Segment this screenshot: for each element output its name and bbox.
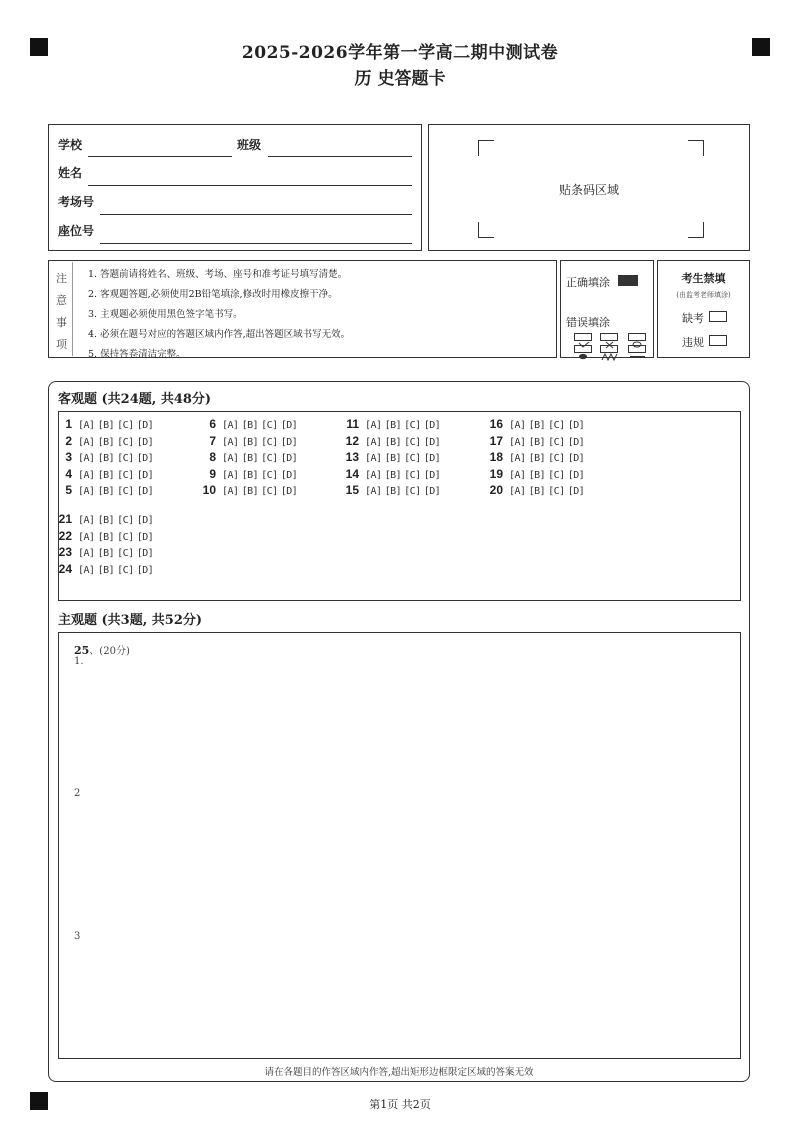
objective-question-row [50,529,156,543]
objective-question-row [50,417,156,431]
school-label: 学校 [58,138,83,152]
note-item-5: 5. 保持答卷清洁完整。 [88,349,186,360]
examiner-only-title: 考生禁填 [681,272,726,285]
question-number: 23 [58,545,72,559]
answer-option-bubble[interactable]: [A] [222,469,239,481]
note-item-4: 4. 必须在题号对应的答题区域内作答,超出答题区域书写无效。 [88,329,351,340]
answer-option-bubble[interactable]: [C] [117,564,134,576]
objective-question-row [481,467,587,481]
question-25-score: 、(20分) [89,646,130,657]
objective-question-row [50,434,156,448]
answer-option-bubble[interactable]: [C] [548,420,565,431]
answer-option-bubble[interactable]: [B] [528,469,546,481]
answer-option-bubble[interactable]: [C] [548,453,565,464]
answer-option-bubble[interactable]: [D] [423,486,441,497]
question-number: 8 [209,450,216,464]
answer-option-bubble[interactable]: [D] [136,564,154,576]
answer-option-bubble[interactable]: [A] [222,486,239,497]
answer-option-bubble[interactable]: [B] [241,436,259,448]
answer-option-bubble[interactable]: [A] [509,469,526,481]
answer-option-bubble[interactable]: [A] [509,420,526,431]
answer-option-bubble[interactable]: [C] [261,436,278,448]
answer-option-bubble[interactable]: [A] [509,436,526,448]
answer-option-bubble[interactable]: [B] [97,436,115,448]
answer-option-bubble[interactable]: [C] [117,531,134,543]
wrong-fill-label: 错误填涂 [566,316,610,329]
answer-option-bubble[interactable]: [C] [404,436,421,448]
answer-option-bubble[interactable]: [A] [509,453,526,464]
answer-option-bubble[interactable]: [B] [97,548,115,559]
objective-question-row [194,434,300,448]
question-number: 18 [489,450,503,464]
objective-question-row [481,434,587,448]
question-number: 13 [345,450,359,464]
correct-fill-label: 正确填涂 [566,276,610,289]
subjective-section-title: 主观题 (共3题, 共52分) [58,613,203,628]
answer-option-bubble[interactable]: [A] [78,453,95,464]
answer-option-bubble[interactable]: [A] [78,531,95,543]
barcode-corner-br [688,222,704,238]
answer-option-bubble[interactable]: [C] [117,436,134,448]
notes-vertical-1: 注 [56,272,67,285]
objective-question-row [337,450,443,464]
answer-option-bubble[interactable]: [A] [222,453,239,464]
answer-option-bubble[interactable]: [A] [78,486,95,497]
objective-question-row [194,483,300,497]
objective-question-row [50,512,156,526]
answer-option-bubble[interactable]: [B] [241,420,259,431]
answer-option-bubble[interactable]: [D] [136,548,154,559]
sub-question-3: 3 [74,931,81,942]
barcode-corner-tl [478,140,494,156]
question-number: 3 [65,450,72,464]
objective-question-row [50,467,156,481]
exam-room-label: 考场号 [58,195,95,209]
answer-option-bubble[interactable]: [D] [423,453,441,464]
objective-question-row [337,417,443,431]
objective-question-row [337,434,443,448]
objective-question-row [481,417,587,431]
question-number: 1 [65,417,72,431]
answer-option-bubble[interactable]: [B] [97,486,115,497]
answer-option-bubble[interactable]: [C] [261,469,278,481]
question-number: 4 [65,466,72,481]
answer-option-bubble[interactable]: [A] [78,564,95,576]
answer-option-bubble[interactable]: [A] [78,548,95,559]
subjective-answer-box[interactable] [58,632,741,1059]
barcode-label: 贴条码区域 [558,183,619,197]
absent-label: 缺考 [682,312,704,325]
wrong-fill-dot-icon [574,345,592,353]
correct-fill-sample [618,275,638,286]
question-number: 24 [58,561,72,576]
answer-option-bubble[interactable]: [D] [136,420,154,431]
notes-divider [72,262,73,356]
question-25-number: 25 [74,644,90,657]
class-field[interactable] [268,156,412,157]
answer-option-bubble[interactable]: [D] [567,469,585,481]
answer-option-bubble[interactable]: [D] [567,486,585,497]
question-number: 7 [209,433,216,448]
answer-option-bubble[interactable]: [B] [97,420,115,431]
answer-option-bubble[interactable]: [D] [280,486,298,497]
answer-option-bubble[interactable]: [D] [136,515,154,526]
sub-question-2: 2 [74,788,81,799]
objective-question-row [337,467,443,481]
answer-option-bubble[interactable]: [C] [261,420,278,431]
answer-option-bubble[interactable]: [D] [423,436,441,448]
answer-option-bubble[interactable]: [A] [365,436,382,448]
answer-option-bubble[interactable]: [C] [548,469,565,481]
question-number: 22 [58,528,72,543]
answer-option-bubble[interactable]: [B] [528,420,546,431]
answer-option-bubble[interactable]: [C] [548,436,565,448]
answer-option-bubble[interactable]: [A] [222,436,239,448]
question-number: 12 [345,433,359,448]
question-number: 5 [65,483,72,497]
note-item-2: 2. 客观题答题,必须使用2B铅笔填涂,修改时用橡皮擦干净。 [88,289,338,300]
answer-option-bubble[interactable]: [A] [365,453,382,464]
answer-option-bubble[interactable]: [D] [280,453,298,464]
violation-checkbox[interactable] [709,335,727,346]
answer-option-bubble[interactable]: [A] [365,486,382,497]
question-number: 15 [345,483,359,497]
school-field[interactable] [88,156,232,157]
objective-question-row [50,545,156,559]
seat-field[interactable] [100,243,412,244]
answer-option-bubble[interactable]: [C] [404,486,421,497]
notes-vertical-4: 项 [56,338,67,351]
note-item-3: 3. 主观题必须使用黑色签字笔书写。 [88,309,243,320]
question-number: 11 [346,417,359,431]
barcode-corner-bl [478,222,494,238]
question-number: 2 [65,433,72,448]
objective-question-row [481,483,587,497]
objective-question-row [481,450,587,464]
answer-option-bubble[interactable]: [A] [78,469,95,481]
answer-option-bubble[interactable]: [A] [365,469,382,481]
question-number: 21 [58,512,72,526]
answer-option-bubble[interactable]: [D] [136,486,154,497]
answer-option-bubble[interactable]: [C] [404,453,421,464]
answer-option-bubble[interactable]: [B] [384,469,402,481]
answer-option-bubble[interactable]: [B] [241,453,259,464]
barcode-corner-tr [688,140,704,156]
answer-option-bubble[interactable]: [B] [97,469,115,481]
violation-label: 违规 [682,336,704,349]
question-number: 17 [489,433,503,448]
answer-option-bubble[interactable]: [B] [384,453,402,464]
absent-checkbox[interactable] [709,311,727,322]
answer-option-bubble[interactable]: [D] [423,420,441,431]
exam-room-field[interactable] [100,214,412,215]
answer-option-bubble[interactable]: [D] [136,436,154,448]
answer-option-bubble[interactable]: [D] [136,469,154,481]
question-number: 16 [489,417,503,431]
answer-option-bubble[interactable]: [D] [136,531,154,543]
name-label: 姓名 [58,166,83,180]
answer-option-bubble[interactable]: [D] [280,469,298,481]
answer-option-bubble[interactable]: [B] [241,486,259,497]
answer-option-bubble[interactable]: [B] [241,469,259,481]
answer-option-bubble[interactable]: [B] [384,486,402,497]
question-number: 10 [202,483,216,497]
answer-option-bubble[interactable]: [B] [97,515,115,526]
answer-option-bubble[interactable]: [C] [261,486,278,497]
answer-option-bubble[interactable]: [C] [117,515,134,526]
page-number: 第1页 共2页 [369,1098,431,1111]
sub-question-1: 1. [74,656,84,667]
question-number: 9 [209,466,216,481]
objective-question-row [50,562,156,576]
objective-question-row [194,467,300,481]
answer-option-bubble[interactable]: [D] [567,436,585,448]
notes-vertical-2: 意 [56,294,67,307]
answer-option-bubble[interactable]: [C] [117,486,134,497]
wrong-fill-line-icon [628,345,646,353]
answer-sheet-subtitle: 历 史答题卡 [354,69,446,89]
answer-option-bubble[interactable]: [D] [423,469,441,481]
wrong-fill-check-icon [574,333,592,341]
wrong-fill-cross-icon [600,333,618,341]
answer-option-bubble[interactable]: [A] [78,420,95,431]
seat-label: 座位号 [58,224,95,238]
answer-option-bubble[interactable]: [D] [280,420,298,431]
question-number: 6 [209,417,216,431]
objective-question-row [194,417,300,431]
notes-vertical-3: 事 [56,316,67,329]
answer-option-bubble[interactable]: [A] [365,420,382,431]
class-label: 班级 [237,138,262,152]
answer-option-bubble[interactable]: [A] [509,486,526,497]
question-number: 14 [345,466,359,481]
answer-option-bubble[interactable]: [B] [528,486,546,497]
boundary-warning: 请在各题目的作答区域内作答,超出矩形边框限定区域的答案无效 [264,1067,534,1078]
answer-option-bubble[interactable]: [D] [567,453,585,464]
answer-option-bubble[interactable]: [C] [117,469,134,481]
objective-question-row [50,450,156,464]
question-number: 19 [489,466,503,481]
answer-option-bubble[interactable]: [B] [528,436,546,448]
wrong-fill-circle-icon [628,333,646,341]
answer-option-bubble[interactable]: [C] [548,486,565,497]
answer-option-bubble[interactable]: [A] [78,515,95,526]
answer-option-bubble[interactable]: [C] [117,548,134,559]
answer-option-bubble[interactable]: [B] [384,420,402,431]
answer-option-bubble[interactable]: [A] [222,420,239,431]
objective-question-row [337,483,443,497]
answer-option-bubble[interactable]: [B] [528,453,546,464]
answer-option-bubble[interactable]: [B] [97,531,115,543]
exam-title: 2025-2026学年第一学高二期中测试卷 [241,43,559,63]
objective-section-title: 客观题 (共24题, 共48分) [58,392,212,407]
objective-question-row [194,450,300,464]
question-number: 20 [489,483,503,497]
note-item-1: 1. 答题前请将姓名、班级、考场、座号和准考证号填写清楚。 [88,269,348,280]
answer-option-bubble[interactable]: [C] [117,453,134,464]
answer-option-bubble[interactable]: [C] [404,420,421,431]
answer-option-bubble[interactable]: [B] [384,436,402,448]
answer-option-bubble[interactable]: [D] [280,436,298,448]
answer-option-bubble[interactable]: [C] [404,469,421,481]
question-25-header [74,642,130,657]
answer-option-bubble[interactable]: [B] [97,453,115,464]
objective-question-row [50,483,156,497]
student-info-box [48,124,422,251]
answer-option-bubble[interactable]: [D] [136,453,154,464]
answer-option-bubble[interactable]: [C] [117,420,134,431]
name-field[interactable] [88,185,412,186]
wrong-fill-scribble-icon [600,345,618,353]
answer-option-bubble[interactable]: [D] [567,420,585,431]
answer-option-bubble[interactable]: [B] [97,564,115,576]
answer-option-bubble[interactable]: [A] [78,436,95,448]
examiner-only-note: (由监考老师填涂) [676,291,731,299]
answer-option-bubble[interactable]: [C] [261,453,278,464]
